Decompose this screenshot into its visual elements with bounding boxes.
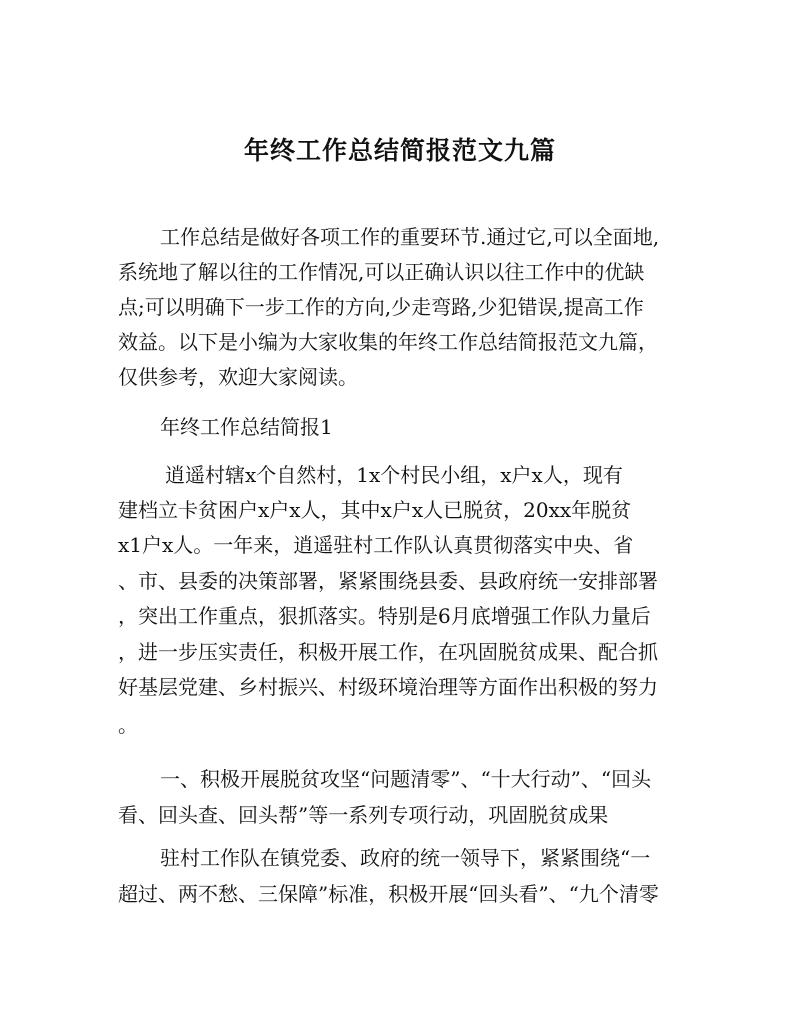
paragraph-line: 效益。以下是小编为大家收集的年终工作总结简报范文九篇， bbox=[118, 330, 658, 354]
subsection-heading: 一、积极开展脱贫攻坚“问题清零”、“十大行动”、“回头 bbox=[160, 767, 652, 791]
paragraph-line: 系统地了解以往的工作情况,可以正确认识以往工作中的优缺 bbox=[118, 260, 645, 284]
paragraph-line: ，突出工作重点，狠抓落实。特别是6月底增强工作队力量后 bbox=[118, 604, 651, 628]
paragraph-line: 驻村工作队在镇党委、政府的统一领导下，紧紧围绕“一 bbox=[160, 846, 651, 870]
paragraph-line: x1户x人。一年来，逍遥驻村工作队认真贯彻落实中央、省 bbox=[118, 533, 634, 557]
section-heading: 年终工作总结简报1 bbox=[160, 415, 333, 439]
paragraph-line: 超过、两不愁、三保障”标准，积极开展“回头看”、“九个清零 bbox=[118, 882, 659, 906]
paragraph-line: 、市、县委的决策部署，紧紧围绕县委、县政府统一安排部署 bbox=[118, 569, 658, 593]
paragraph-line: 工作总结是做好各项工作的重要环节.通过它,可以全面地, bbox=[160, 225, 660, 249]
paragraph-line: ，进一步压实责任，积极开展工作，在巩固脱贫成果、配合抓 bbox=[118, 640, 658, 664]
document-title: 年终工作总结简报范文九篇 bbox=[243, 136, 556, 165]
paragraph-line: 逍遥村辖x个自然村，1x个村民小组，x户x人，现有 bbox=[165, 463, 623, 487]
paragraph-line: 建档立卡贫困户x户x人，其中x户x人已脱贫，20xx年脱贫 bbox=[118, 498, 632, 522]
paragraph-line: 好基层党建、乡村振兴、村级环境治理等方面作出积极的努力 bbox=[118, 675, 658, 699]
paragraph-line: 仅供参考，欢迎大家阅读。 bbox=[118, 365, 358, 389]
paragraph-line: 。 bbox=[118, 713, 138, 737]
paragraph-line: 点;可以明确下一步工作的方向,少走弯路,少犯错误,提高工作 bbox=[118, 295, 644, 319]
subsection-heading: 看、回头查、回头帮”等一系列专项行动，巩固脱贫成果 bbox=[118, 803, 609, 827]
